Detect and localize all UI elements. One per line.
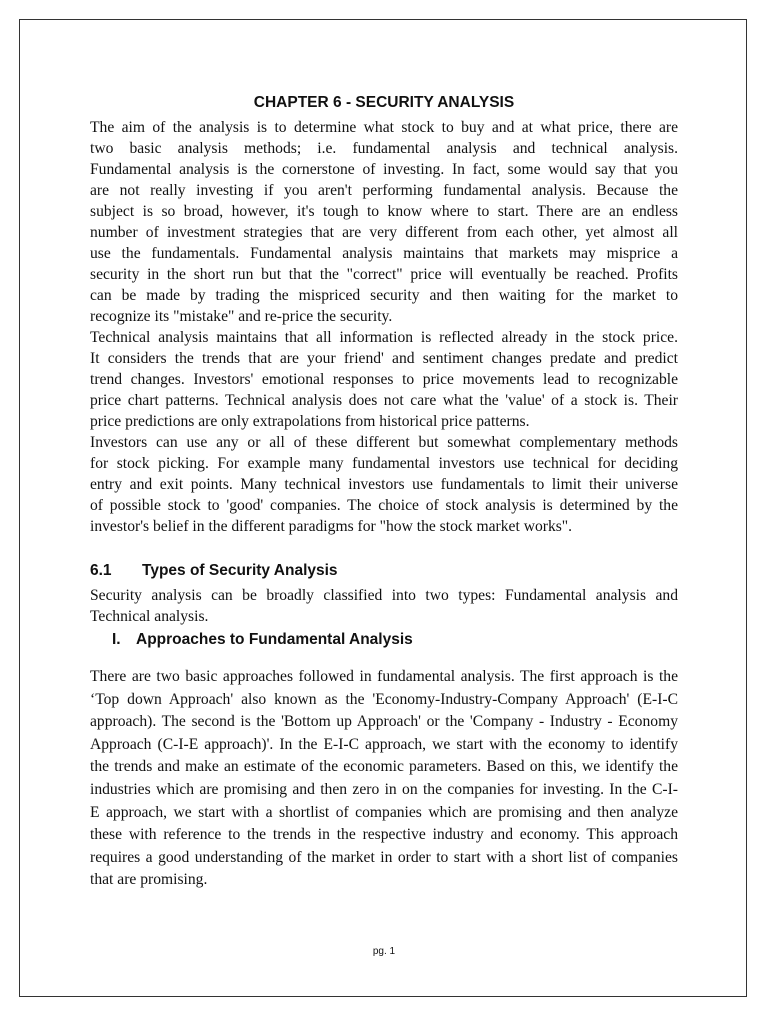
text-line: Technical analysis maintains that all information is reflected already in the stock price.: [90, 329, 678, 346]
section-heading: [90, 562, 338, 580]
paragraph: [90, 432, 678, 537]
section-title: Types of Security Analysis: [142, 562, 338, 579]
text-line: ‘Top down Approach' also known as the 'Economy-Industry-Company Approach' (E-I-C: [90, 690, 678, 708]
text-line: subject is so broad, however, it's tough to know where to start. There are an endless: [90, 203, 678, 220]
text-line: Security analysis can be broadly classified into two types: Fundamental analysis and: [90, 587, 678, 604]
text-line: the trends and make an estimate of the economic parameters. Based on this, we identify the: [90, 758, 678, 776]
text-line: Technical analysis.: [90, 608, 209, 625]
subsection-heading: [112, 631, 413, 649]
paragraph: [90, 327, 678, 432]
subsection-number: I.: [112, 631, 121, 648]
chapter-title: CHAPTER 6 - SECURITY ANALYSIS: [253, 94, 515, 111]
text-line: recognize its "mistake" and re-price the security.: [90, 308, 393, 325]
text-line: two basic analysis methods; i.e. fundamental analysis and technical analysis.: [90, 140, 678, 157]
text-line: security in the short run but that the "correct" price will eventually be reached. Profits: [90, 266, 678, 283]
text-line: are not really investing if you aren't performing fundamental analysis. Because the: [90, 182, 678, 199]
text-line: for stock picking. For example many fundamental investors use technical for deciding: [90, 455, 678, 472]
text-line: of possible stock to 'good' companies. The choice of stock analysis is determined by the: [90, 497, 678, 514]
text-line: There are two basic approaches followed in fundamental analysis. The first approach is the: [90, 668, 678, 685]
section-number: 6.1: [90, 562, 112, 579]
intro-text: [90, 117, 678, 537]
paragraph: [90, 117, 678, 327]
text-line: Fundamental analysis is the cornerstone of investing. In fact, some would say that you: [90, 161, 678, 178]
text-line: E approach, we start with a shortlist of companies which are promising and then analyze: [90, 803, 678, 821]
text-line: these with reference to the trends in the respective industry and economy. This approach: [90, 826, 678, 844]
subsection-title: Approaches to Fundamental Analysis: [136, 631, 413, 648]
text-line: The aim of the analysis is to determine what stock to buy and at what price, there are: [90, 119, 678, 136]
text-line: price predictions are only extrapolations from historical price patterns.: [90, 413, 530, 430]
page-number: pg. 1: [372, 946, 396, 957]
text-line: can be made by trading the mispriced security and then waiting for the market to: [90, 287, 678, 304]
text-line: approach). The second is the 'Bottom up Approach' or the 'Company - Industry - Economy: [90, 713, 678, 731]
text-line: number of investment strategies that are very different from each other, yet almost all: [90, 224, 678, 241]
text-line: investor's belief in the different paradigms for "how the stock market works".: [90, 518, 573, 535]
text-line: price chart patterns. Technical analysis does not care what the 'value' of a stock is. Their: [90, 392, 678, 409]
subsection-paragraph: [90, 666, 678, 892]
text-line: It considers the trends that are your friend' and sentiment changes predate and predict: [90, 350, 678, 367]
text-line: Approach (C-I-E approach)'. In the E-I-C approach, we start with the economy to identify: [90, 735, 678, 753]
text-line: use the fundamentals. Fundamental analysis maintains that markets may misprice a: [90, 245, 678, 262]
text-line: requires a good understanding of the market in order to start with a short list of companies: [90, 848, 678, 866]
text-line: industries which are promising and then zero in on the companies for investing. In the C-I-: [90, 780, 678, 798]
section-paragraph: [90, 585, 678, 627]
text-line: Investors can use any or all of these different but somewhat complementary methods: [90, 434, 678, 451]
text-line: trend changes. Investors' emotional responses to price movements lead to recognizable: [90, 371, 678, 388]
text-line: that are promising.: [90, 871, 208, 889]
text-line: entry and exit points. Many technical investors use fundamentals to limit their universe: [90, 476, 678, 493]
